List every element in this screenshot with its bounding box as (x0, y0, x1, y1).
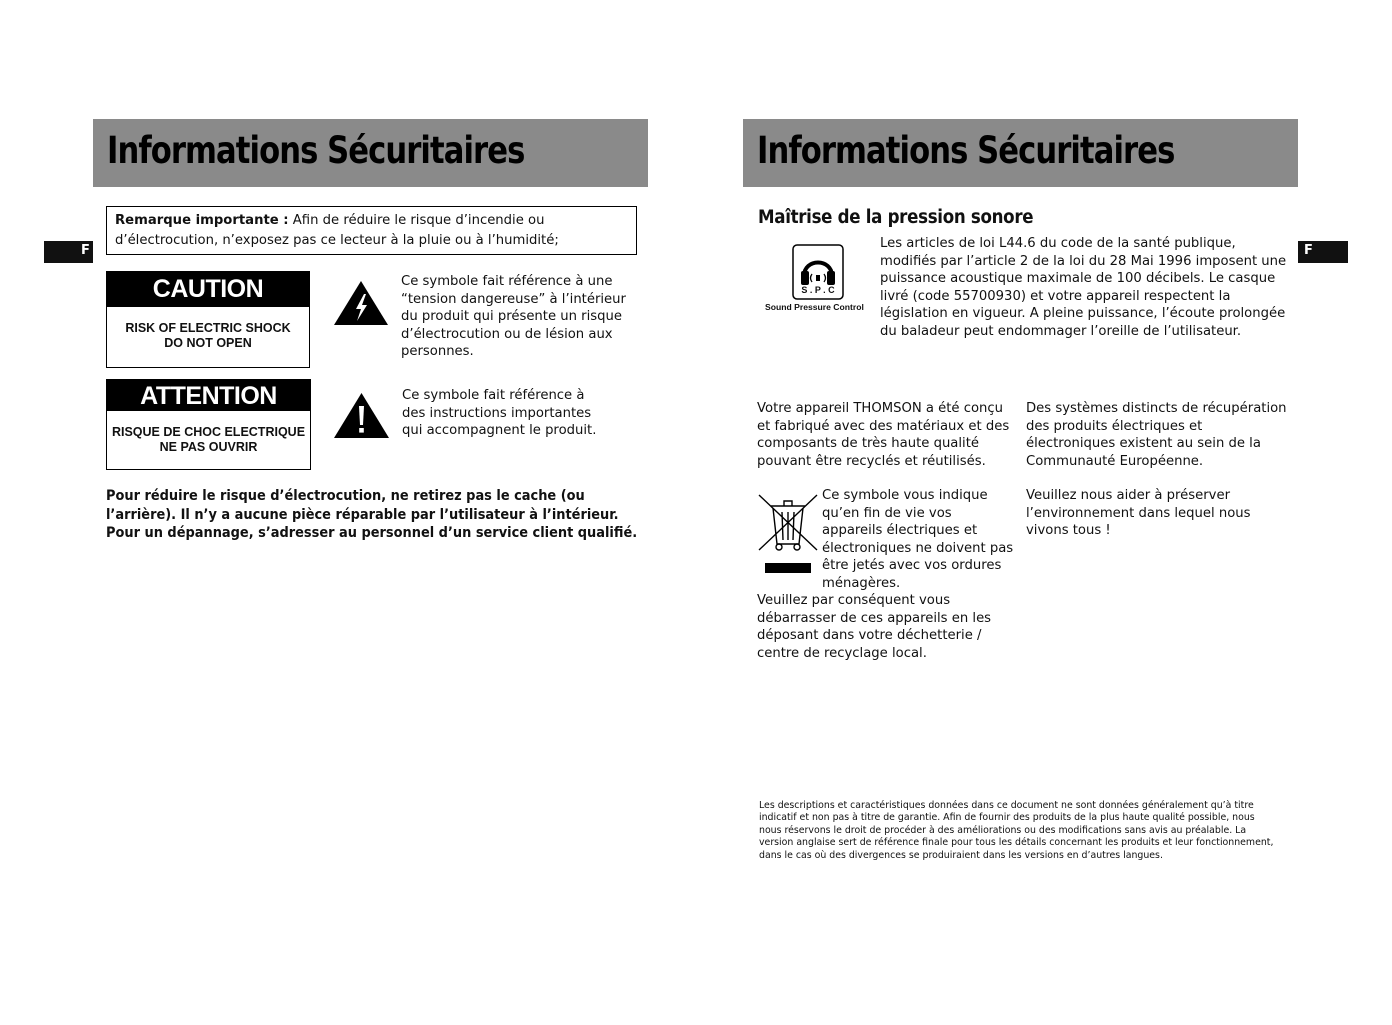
spc-badge (792, 244, 844, 300)
environment-appeal: Veuillez nous aider à préserver l’environnement dans lequel nous vivons tous ! (1026, 488, 1251, 539)
left-language-tab-label: F (81, 243, 90, 258)
sound-pressure-title: Maîtrise de la pression sonore (758, 207, 1034, 228)
recycling-intro: Votre appareil THOMSON a été conçu et fabriqué avec des matériaux et des composants de très haute qualité pouvant être recyclés et réutilisés. (757, 401, 1010, 469)
service-warning: Pour réduire le risque d’électrocution, ne retirez pas le cache (ou l’arrière). Il n’y a aucune pièce réparable par l’utilisateur à l’intérieur. Pour un dépannage, s’adresser au personnel d’un service client qualifié. (106, 488, 638, 541)
notice-label: Remarque importante : (115, 213, 289, 228)
crossed-bin-icon (757, 492, 819, 574)
disposal-instructions: Veuillez par conséquent vous débarrasser de ces appareils en les déposant dans votre déchetterie / centre de recyclage local. (757, 593, 992, 661)
caution-line-1: RISK OF ELECTRIC SHOCK (125, 321, 291, 335)
attention-line-1: RISQUE DE CHOC ELECTRIQUE (111, 425, 306, 439)
notice-text: Afin de réduire le risque d’incendie ou d’électrocution, n’exposez pas ce lecteur à la pluie ou à l’humidité; (115, 213, 559, 248)
exclamation-description: Ce symbole fait référence à des instructions importantes qui accompagnent le produit. (402, 388, 597, 439)
attention-label-box (106, 379, 311, 470)
left-title-band (93, 119, 648, 187)
lightning-warning-icon (333, 280, 389, 326)
right-language-tab (1298, 241, 1348, 263)
sound-pressure-text: Les articles de loi L44.6 du code de la santé publique, modifiés par l’article 2 de la loi du 28 Mai 1996 imposent une puissance acoustique maximale de 100 décibels. Le casque livré (code 55700930) et votre appareil respectent la législation en vigueur. A pleine puissance, l’écoute prolongée du baladeur peut endommager l’oreille de l’utilisateur. (880, 236, 1287, 339)
right-language-tab-label: F (1304, 243, 1313, 258)
spc-badge-label: S . P . C (801, 285, 835, 295)
right-page-title: Informations Sécuritaires (757, 129, 1175, 172)
collection-systems-text: Des systèmes distincts de récupération des produits électriques et électroniques existent au sein de la Communauté Européenne. (1026, 401, 1287, 469)
caution-label-box (106, 271, 310, 368)
attention-heading: ATTENTION (107, 380, 310, 411)
attention-line-2: NE PAS OUVRIR (159, 440, 258, 454)
bin-description: Ce symbole vous indique qu’en fin de vie vos appareils électriques et électroniques ne doivent pas être jetés avec vos ordures ménagères. (822, 488, 1014, 591)
caution-line-2: DO NOT OPEN (164, 336, 252, 350)
left-page-title: Informations Sécuritaires (107, 129, 525, 172)
important-notice (106, 206, 637, 255)
left-language-tab (44, 241, 93, 263)
spc-caption: Sound Pressure Control (765, 302, 864, 312)
caution-heading: CAUTION (107, 272, 309, 307)
lightning-description: Ce symbole fait référence à une “tension dangereuse” à l’intérieur du produit qui présente un risque d’électrocution ou de lésion aux personnes. (401, 274, 626, 360)
right-title-band (743, 119, 1298, 187)
exclamation-warning-icon (333, 392, 390, 439)
legal-disclaimer: Les descriptions et caractéristiques données dans ce document ne sont données généralement qu’à titre indicatif et non pas à titre de garantie. Afin de fournir des produits de la plus haute qualité possible, nous nous réservons le droit de procéder à des améliorations ou des modifications sans avis au préalable. La version anglaise sert de référence finale pour tous les détails concernant les produits et leur fonctionnement, dans le cas où des divergences se produiraient dans les versions en d’autres langues. (759, 800, 1274, 861)
